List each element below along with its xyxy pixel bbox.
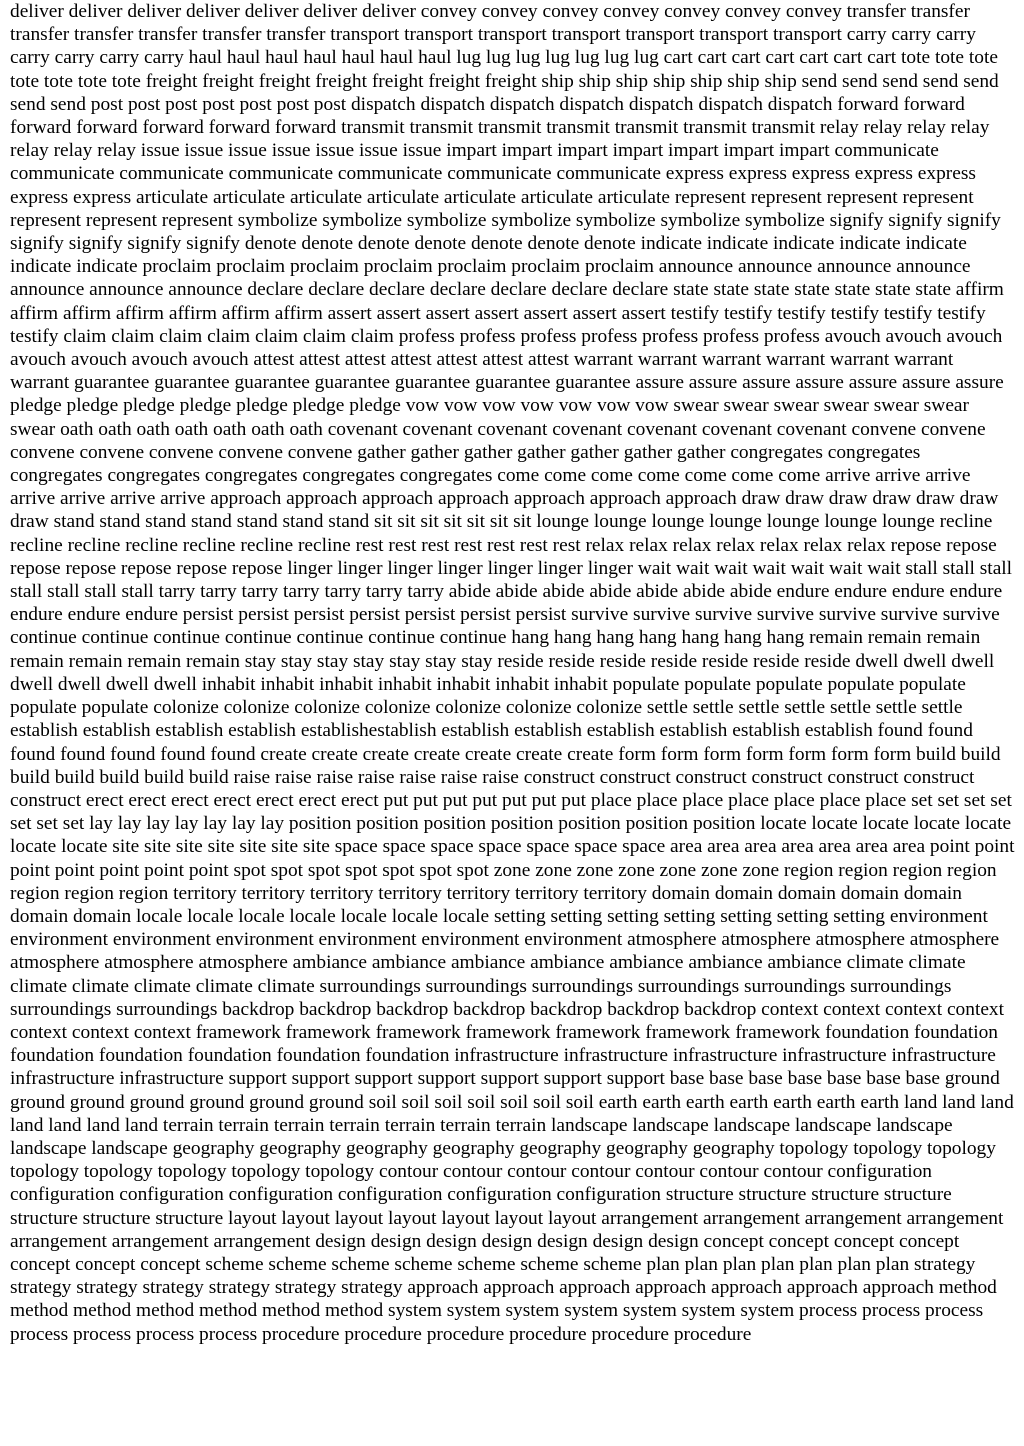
document-text: deliver deliver deliver deliver deliver deliver deliver convey convey convey convey convey convey convey transfer transfer transfer transfer transfer transfer transfer transport transport transport transport transport transport transport carry carry carry carry carry carry carry haul haul haul haul haul haul haul lug lug lug lug lug lug lug cart cart cart cart cart cart cart tote tote tote tote tote tote tote freight freight freight freight freight freight freight ship ship ship ship ship ship ship send send send send send send send post post post post post post post dispatch dispatch dispatch dispatch dispatch dispatch dispatch forward forward forward forward forward forward forward transmit transmit transmit transmit transmit transmit transmit relay relay relay relay relay relay relay issue issue issue issue issue issue issue impart impart impart impart impart impart impart communicate communicate communicate communicate communicate communicate communicate express express express express express express express articulate articulate articulate articulate articulate articulate articulate represent represent represent represent represent represent represent symbolize symbolize symbolize symbolize symbolize symbolize symbolize signify signify signify signify signify signify signify denote denote denote denote denote denote denote indicate indicate indicate indicate indicate indicate indicate proclaim proclaim proclaim proclaim proclaim proclaim proclaim announce announce announce announce announce announce announce declare declare declare declare declare declare declare state state state state state state state affirm affirm affirm affirm affirm affirm affirm assert assert assert assert assert assert assert testify testify testify testify testify testify testify claim claim claim claim claim claim claim profess profess profess profess profess profess profess avouch avouch avouch avouch avouch avouch avouch attest attest attest attest attest attest attest warrant warrant warrant warrant warrant warrant warrant guarantee guarantee guarantee guarantee guarantee guarantee guarantee assure assure assure assure assure assure assure pledge pledge pledge pledge pledge pledge pledge vow vow vow vow vow vow vow swear swear swear swear swear swear swear oath oath oath oath oath oath oath covenant covenant covenant covenant covenant covenant covenant convene convene convene convene convene convene convene gather gather gather gather gather gather gather congregates congregates congregates congregates congregates congregates congregates come come come come come come come arrive arrive arrive arrive arrive arrive arrive approach approach approach approach approach approach approach draw draw draw draw draw draw draw stand stand stand stand stand stand stand sit sit sit sit sit sit sit lounge lounge lounge lounge lounge lounge lounge recline recline recline recline recline recline recline rest rest rest rest rest rest rest relax relax relax relax relax relax relax repose repose repose repose repose repose repose linger linger linger linger linger linger linger wait wait wait wait wait wait wait stall stall stall stall stall stall stall tarry tarry tarry tarry tarry tarry tarry abide abide abide abide abide abide abide endure endure endure endure endure endure endure persist persist persist persist persist persist persist survive survive survive survive survive survive survive continue continue continue continue continue continue continue hang hang hang hang hang hang hang remain remain remain remain remain remain remain stay stay stay stay stay stay stay reside reside reside reside reside reside reside dwell dwell dwell dwell dwell dwell dwell inhabit inhabit inhabit inhabit inhabit inhabit inhabit populate populate populate populate populate populate populate colonize colonize colonize colonize colonize colonize colonize settle settle settle settle settle settle settle establish establish establish establish establishestablish establish establish establish establish establish establish found found found found found found found create create create create create create create form form form form form form form build build build build build build build raise raise raise raise raise raise raise construct construct construct construct construct construct construct erect erect erect erect erect erect erect put put put put put put put place place place place place place place set set set set set set set lay lay lay lay lay lay lay position position position position position position position locate locate locate locate locate locate locate site site site site site site site space space space space space space space area area area area area area area point point point point point point point spot spot spot spot spot spot spot zone zone zone zone zone zone zone region region region region region region region territory territory territory territory territory territory territory domain domain domain domain domain domain domain locale locale locale locale locale locale locale setting setting setting setting setting setting setting environment environment environment environment environment environment environment atmosphere atmosphere atmosphere atmosphere atmosphere atmosphere atmosphere ambiance ambiance ambiance ambiance ambiance ambiance ambiance climate climate climate climate climate climate climate surroundings surroundings surroundings surroundings surroundings surroundings surroundings surroundings backdrop backdrop backdrop backdrop backdrop backdrop backdrop context context context context context context context framework framework framework framework framework framework framework foundation foundation foundation foundation foundation foundation foundation infrastructure infrastructure infrastructure infrastructure infrastructure infrastructure infrastructure support support support support support support support base base base base base base base ground ground ground ground ground ground ground soil soil soil soil soil soil soil earth earth earth earth earth earth earth land land land land land land land terrain terrain terrain terrain terrain terrain terrain landscape landscape landscape landscape landscape landscape landscape geography geography geography geography geography geography geography topology topology topology topology topology topology topology topology contour contour contour contour contour contour contour configuration configuration configuration configuration configuration configuration configuration structure structure structure structure structure structure structure layout layout layout layout layout layout layout arrangement arrangement arrangement arrangement arrangement arrangement arrangement design design design design design design design concept concept concept concept concept concept concept scheme scheme scheme scheme scheme scheme scheme plan plan plan plan plan plan plan strategy strategy strategy strategy strategy strategy strategy approach approach approach approach approach approach approach method method method method method method method system system system system system system system process process process process process process process procedure procedure procedure procedure procedure procedure [10, 1, 1015, 1345]
